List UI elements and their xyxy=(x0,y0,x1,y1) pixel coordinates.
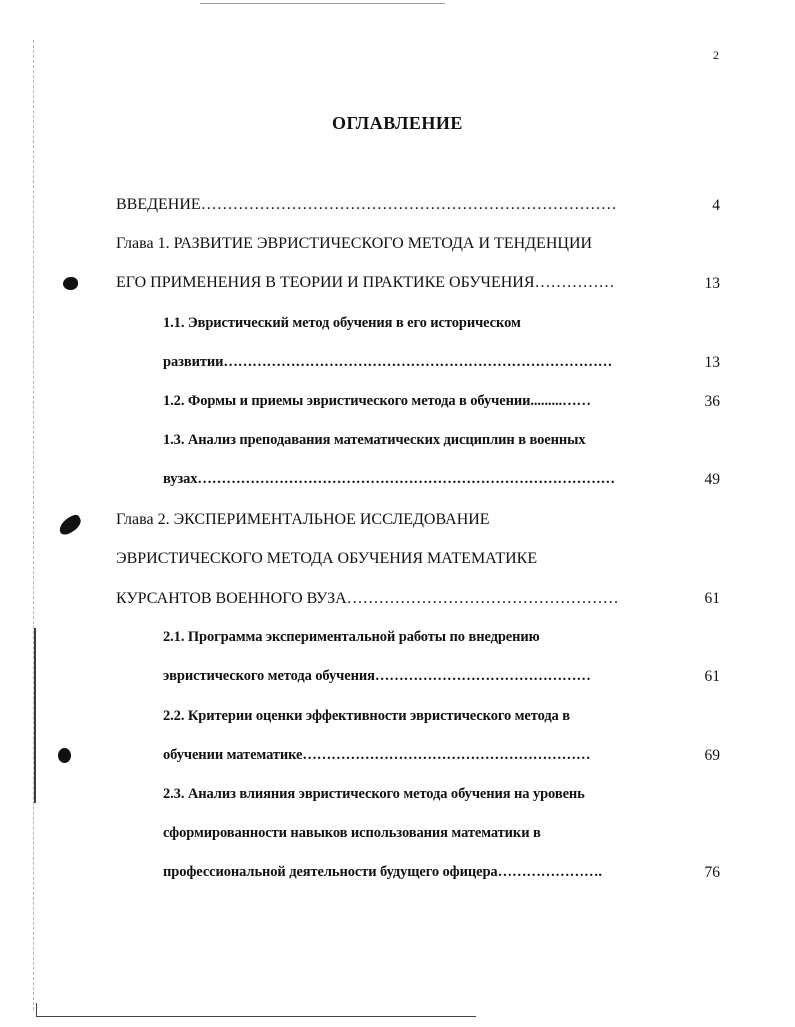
toc-page-chapter-1: 13 xyxy=(704,275,720,292)
scan-edge-bottom xyxy=(36,1016,476,1017)
scan-edge-left xyxy=(33,40,34,1010)
toc-entry-section-1-2: 1.2. Формы и приемы эвристического метода в обучении.........…… xyxy=(163,393,591,409)
toc-entry-section-2-3-cont2: профессиональной деятельности будущего офицера…………………. xyxy=(163,864,602,880)
toc-entry-section-1-1-cont: развитии……………………………………………………………………… xyxy=(163,354,613,370)
scan-edge-top xyxy=(200,3,445,4)
toc-page-section-1-3: 49 xyxy=(704,471,720,488)
toc-page-section-1-1: 13 xyxy=(704,354,720,371)
toc-entry-chapter-2-cont: ЭВРИСТИЧЕСКОГО МЕТОДА ОБУЧЕНИЯ МАТЕМАТИКЕ xyxy=(116,550,538,567)
toc-page-introduction: 4 xyxy=(712,197,720,214)
toc-entry-section-2-3: 2.3. Анализ влияния эвристического метода обучения на уровень xyxy=(163,786,585,802)
toc-entry-section-1-3: 1.3. Анализ преподавания математических дисциплин в военных xyxy=(163,432,586,448)
toc-page-chapter-2: 61 xyxy=(704,590,720,607)
toc-page-section-2-3: 76 xyxy=(704,864,720,881)
ink-blot xyxy=(58,748,71,763)
toc-entry-section-2-1: 2.1. Программа экспериментальной работы по внедрению xyxy=(163,629,540,645)
toc-entry-introduction: ВВЕДЕНИЕ…………………………………………………………………… xyxy=(116,196,617,213)
ink-blot xyxy=(56,513,84,537)
page-title: ОГЛАВЛЕНИЕ xyxy=(332,113,463,133)
page-number: 2 xyxy=(713,48,719,62)
toc-entry-chapter-1: Глава 1. РАЗВИТИЕ ЭВРИСТИЧЕСКОГО МЕТОДА И ТЕНДЕНЦИИ xyxy=(116,235,593,252)
scan-edge-corner xyxy=(36,1003,37,1017)
toc-entry-section-2-1-cont: эвристического метода обучения……………………………………… xyxy=(163,668,591,684)
toc-entry-chapter-1-cont: ЕГО ПРИМЕНЕНИЯ В ТЕОРИИ И ПРАКТИКЕ ОБУЧЕНИЯ…………… xyxy=(116,274,615,291)
toc-entry-section-2-3-cont: сформированности навыков использования математики в xyxy=(163,825,541,841)
toc-entry-chapter-2: Глава 2. ЭКСПЕРИМЕНТАЛЬНОЕ ИССЛЕДОВАНИЕ xyxy=(116,511,490,528)
toc-entry-section-1-1: 1.1. Эвристический метод обучения в его историческом xyxy=(163,315,521,331)
toc-page-section-2-2: 69 xyxy=(704,747,720,764)
toc-entry-chapter-2-cont2: КУРСАНТОВ ВОЕННОГО ВУЗА…………………………………………… xyxy=(116,590,619,607)
toc-entry-section-2-2: 2.2. Критерии оценки эффективности эвристического метода в xyxy=(163,708,570,724)
scan-edge-left-dark xyxy=(34,628,36,803)
toc-page-section-2-1: 61 xyxy=(704,668,720,685)
toc-entry-section-1-3-cont: вузах…………………………………………………………………………… xyxy=(163,471,616,487)
ink-blot xyxy=(63,277,78,290)
toc-page-section-1-2: 36 xyxy=(704,393,720,410)
toc-entry-section-2-2-cont: обучении математике…………………………………………………… xyxy=(163,747,591,763)
